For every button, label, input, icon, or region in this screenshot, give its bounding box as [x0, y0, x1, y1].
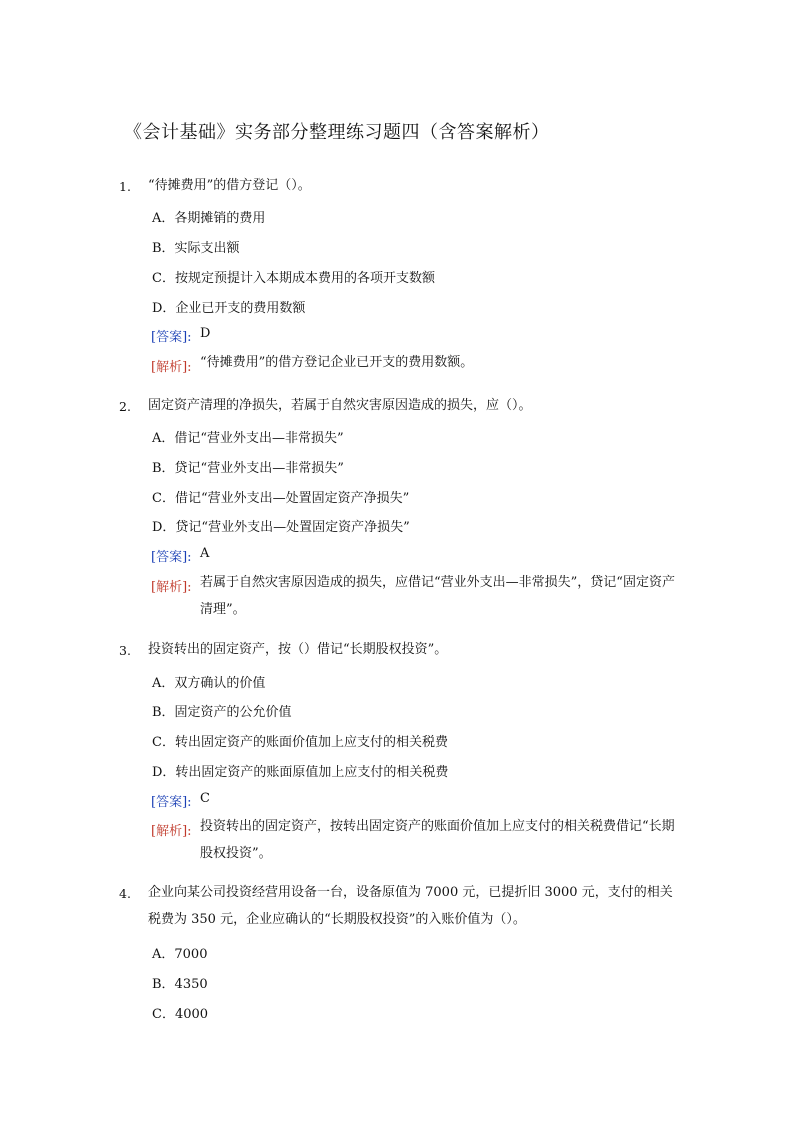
question-text: 企业向某公司投资经营用设备一台，设备原值为 7000 元，已提折旧 3000 元，支付的相关税费为 350 元，企业应确认的“长期股权投资”的入账价值为（）。 — [148, 885, 673, 927]
explanation-label: [解析]: — [151, 360, 192, 375]
option-b: B．贷记“营业外支出—非常损失” — [152, 461, 344, 476]
option-a: A．借记“营业外支出—非常损失” — [152, 431, 344, 446]
option-a: A．7000 — [152, 947, 208, 962]
option-d: D．转出固定资产的账面原值加上应支付的相关税费 — [152, 765, 449, 780]
explanation-label: [解析]: — [151, 580, 192, 595]
question-text: 固定资产清理的净损失，若属于自然灾害原因造成的损失，应（）。 — [148, 398, 532, 413]
answer-label: [答案]: — [151, 795, 192, 810]
page-title: 《会计基础》实务部分整理练习题四（含答案解析） — [124, 122, 550, 143]
option-d: D．贷记“营业外支出—处置固定资产净损失” — [152, 520, 410, 535]
question-text: “待摊费用”的借方登记（）。 — [148, 178, 311, 193]
answer-value: D — [200, 326, 211, 341]
explanation-text: 若属于自然灾害原因造成的损失，应借记“营业外支出—非常损失”，贷记“固定资产清理”。 — [200, 575, 675, 617]
explanation-text: 投资转出的固定资产，按转出固定资产的账面价值加上应支付的相关税费借记“长期股权投资”。 — [200, 819, 675, 861]
explanation-text: “待摊费用”的借方登记企业已开支的费用数额。 — [200, 355, 474, 370]
answer-label: [答案]: — [151, 330, 192, 345]
option-b: B．固定资产的公允价值 — [152, 705, 292, 720]
question-number: 4. — [119, 886, 131, 901]
question-text: 投资转出的固定资产，按（）借记“长期股权投资”。 — [148, 642, 448, 657]
option-c: C．转出固定资产的账面价值加上应支付的相关税费 — [152, 735, 448, 750]
answer-value: A — [200, 546, 210, 561]
explanation-label: [解析]: — [151, 824, 192, 839]
option-c: C．4000 — [152, 1007, 209, 1022]
option-d: D．企业已开支的费用数额 — [152, 301, 306, 316]
question-number: 3. — [119, 643, 131, 658]
option-b: B．4350 — [152, 977, 208, 992]
answer-label: [答案]: — [151, 550, 192, 565]
answer-value: C — [200, 791, 210, 806]
question-number: 2. — [119, 399, 131, 414]
option-a: A．双方确认的价值 — [152, 676, 266, 691]
option-b: B．实际支出额 — [152, 241, 240, 256]
question-number: 1. — [119, 179, 131, 194]
option-c: C．借记“营业外支出—处置固定资产净损失” — [152, 491, 410, 506]
option-c: C．按规定预提计入本期成本费用的各项开支数额 — [152, 271, 435, 286]
option-a: A．各期摊销的费用 — [152, 211, 266, 226]
